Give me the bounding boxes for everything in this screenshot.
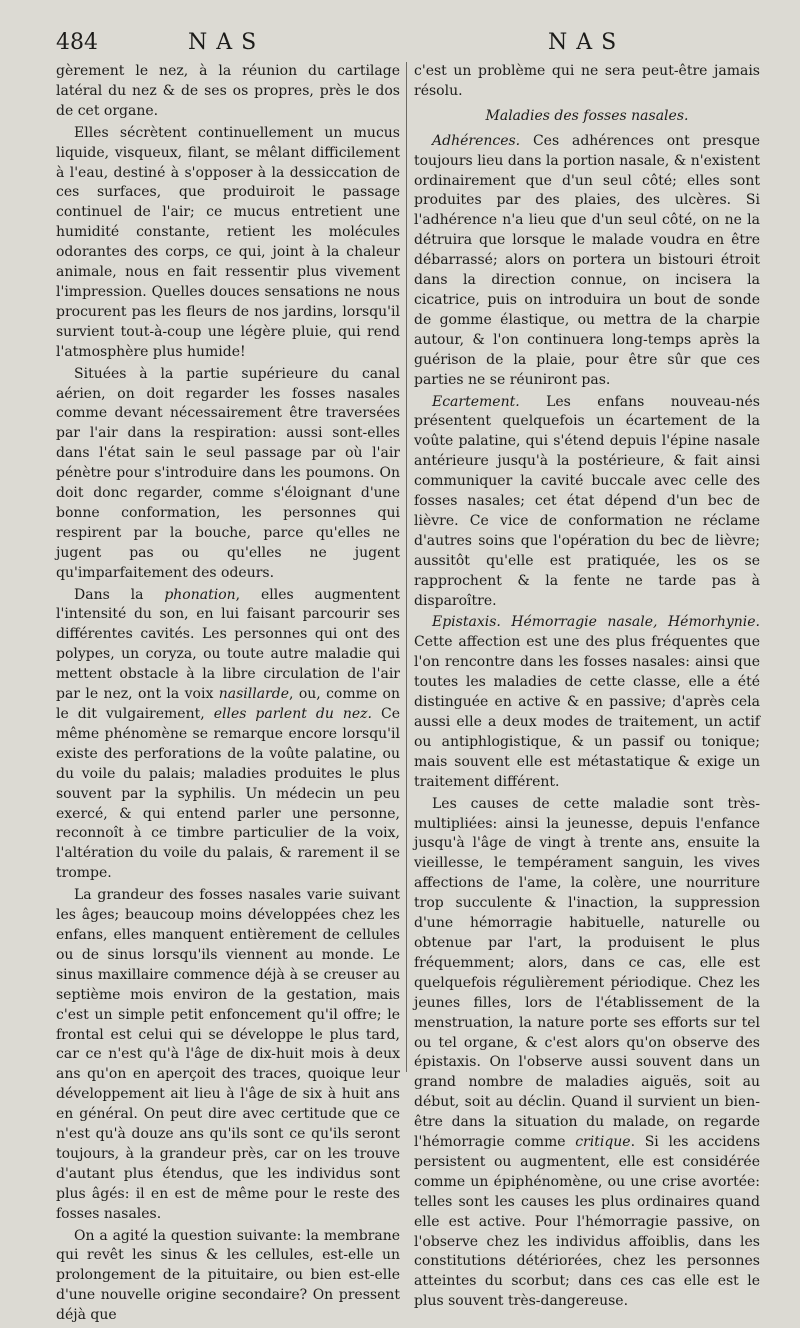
running-title-left: NAS (188, 30, 266, 55)
paragraph: c'est un problème qui ne sera peut-être jamais résolu. (414, 63, 760, 99)
paragraph: Elles sécrètent continuellement un mucus liquide, visqueux, filant, se mêlant difficilement à l'eau, destiné à s'opposer à la dessiccation de ces surfaces, que produiroit le passage continuel de l'air; ce mucus entretient une humidité constante, retient les molécules odorantes des corps, ce qui, joint à la chaleur animale, nous en fait ressentir plus vivement l'impression. Quelles douces sensations ne nous procurent pas les fleurs de nos jardins, lorsqu'il survient tout-à-coup une légère pluie, qui rend l'atmosphère plus humide! (56, 124, 400, 360)
column-divider (406, 62, 407, 1072)
italic-term: phonation (164, 586, 236, 603)
paragraph: On a agité la question suivante: la membrane qui revêt les sinus & les cellules, est-elle un prolongement de la pituitaire, ou bien est-elle d'une nouvelle origine secondaire? On pressent déjà que (56, 1227, 400, 1324)
entry-term: Ecartement. (432, 393, 520, 410)
italic-term: nasillarde (218, 686, 289, 703)
text-run: , ou, comme on le dit vulgairement, (56, 686, 401, 722)
text-run: Ce même phénomène se remarque encore lorsqu'il existe des perforations de la voûte palatine, ou du voile du palais; maladies produites le plus souvent par la syphilis. Un médecin un peu exercé, & qui entend parler une personne, reconnoît à ce timbre particulier de la voix, l'altération du voile du palais, & rarement il se trompe. (56, 706, 400, 882)
section-title: Maladies des fosses nasales. (485, 107, 689, 124)
italic-term: elles parlent du nez. (213, 706, 372, 722)
text-run: . Si les accidens persistent ou augmentent, elle est considérée comme un épiphénomène, ou une crise avortée: telles sont les causes les plus ordinaires quand elle est active. Pour l'hémorragie passive, on l'observe chez les individus affoiblis, dans les constitutions détériorées, chez les personnes atteintes du scorbut; dans ces cas elle est le plus souvent très-dangereuse. (414, 1134, 760, 1310)
page-number: 484 (56, 30, 98, 55)
paragraph-phonation (56, 586, 400, 885)
text-run: Cette affection est une des plus fréquentes que l'on rencontre dans les fosses nasales: ainsi que toutes les maladies de cette classe, elle a été distinguée en active & en passive; d'après cela aussi elle a deux modes de traitement, un actif ou antiphlogistique, & un passif ou tonique; mais souvent elle est métastatique & exige un traitement différent. (414, 634, 760, 790)
right-column (414, 62, 760, 1314)
left-column (56, 62, 400, 1328)
text-run: , elles augmentent l'intensité du son, en lui faisant parcourir ses différentes cavités. Les personnes qui ont des polypes, un coryza, ou toute autre maladie qui mettent obstacle à la libre circulation de l'air par le nez, ont la voix (56, 586, 400, 703)
text-run: Les causes de cette maladie sont très-multipliées: ainsi la jeunesse, depuis l'enfance jusqu'à l'âge de vingt à trente ans, ensuite la vieillesse, le tempérament sanguin, les vives affections de l'ame, la colère, une nourriture trop succulente & l'inaction, la suppression d'une hémorragie habituelle, naturelle ou obtenue par l'art, la produisent le plus fréquemment; alors, dans ce cas, elle est quelquefois régulièrement périodique. Chez les jeunes filles, lors de l'établissement de la menstruation, la nature porte ses efforts sur tel ou tel organe, & c'est alors qu'on observe des épistaxis. On l'observe aussi souvent dans un grand nombre de maladies aiguës, soit au début, soit au déclin. Quand il survient un bien-être dans la situation du malade, on regarde l'hémorragie comme (414, 795, 760, 1151)
paragraph-ecartement (414, 393, 760, 612)
text-run: Dans la (74, 586, 165, 603)
entry-term: Epistaxis. Hémorragie nasale, Hémorhynie. (432, 614, 760, 631)
paragraph-causes (414, 795, 760, 1313)
running-header (0, 30, 800, 60)
paragraph-epistaxis (414, 613, 760, 792)
entry-term: Adhérences. (432, 132, 521, 149)
running-title-right: NAS (548, 30, 626, 55)
text-run: Les enfans nouveau-nés présentent quelquefois un écartement de la voûte palatine, qui s'étend depuis l'épine nasale antérieure jusqu'à la postérieure, & fait ainsi communiquer la cavité buccale avec celle des fosses nasales; cet état dépend d'un bec de lièvre. Ce vice de conformation ne réclame d'autres soins que l'opération du bec de lièvre; aussitôt qu'elle est pratiquée, les os se rapprochent & la fente ne tarde pas à disparoître. (414, 393, 760, 609)
paragraph: Situées à la partie supérieure du canal aérien, on doit regarder les fosses nasales comme devant nécessairement être traversées par l'air dans la respiration: aussi sont-elles dans l'état sain le seul passage par où l'air pénètre pour s'introduire dans les poumons. On doit donc regarder, comme s'éloignant d'une bonne conformation, les personnes qui respirent par la bouche, parce qu'elles ne jugent pas ou qu'elles ne jugent qu'imparfaitement des odeurs. (56, 365, 400, 581)
paragraph-adherences (414, 132, 760, 391)
paragraph: La grandeur des fosses nasales varie suivant les âges; beaucoup moins développées chez les enfans, elles manquent entièrement de cellules ou de sinus lorsqu'ils viennent au monde. Le sinus maxillaire commence déjà à se creuser au septième mois environ de la gestation, mais c'est un simple petit enfoncement qu'il offre; le frontal est celui qui se développe le plus tard, car ce n'est qu'à l'âge de dix-huit mois à deux ans qu'on en aperçoit des traces, quoique leur développement ait lieu à l'âge de six à huit ans en général. On peut dire avec certitude que ce n'est qu'à douze ans qu'ils sont ce qu'ils seront toujours, à la grandeur près, car on les trouve d'autant plus étendus, que les individus sont plus âgés: il en est de même pour le reste des fosses nasales. (56, 887, 400, 1222)
paragraph: gèrement le nez, à la réunion du cartilage latéral du nez & de ses os propres, près le dos de cet organe. (56, 63, 400, 119)
italic-term: critique (575, 1134, 631, 1151)
text-run: Ces adhérences ont presque toujours lieu dans la portion nasale, & n'existent ordinairement que d'un seul côté; elles sont produites par des plaies, des ulcères. Si l'adhérence n'a lieu que d'un seul côté, on ne la détruira que lorsque le malade voudra en être débarrassé; alors on portera un bistouri étroit dans la direction connue, on incisera la cicatrice, puis on introduira un bout de sonde de gomme élastique, ou mettra de la charpie autour, & l'on continuera long-temps après la guérison de la plaie, pour être sûr que ces parties ne se réuniront pas. (414, 132, 760, 388)
